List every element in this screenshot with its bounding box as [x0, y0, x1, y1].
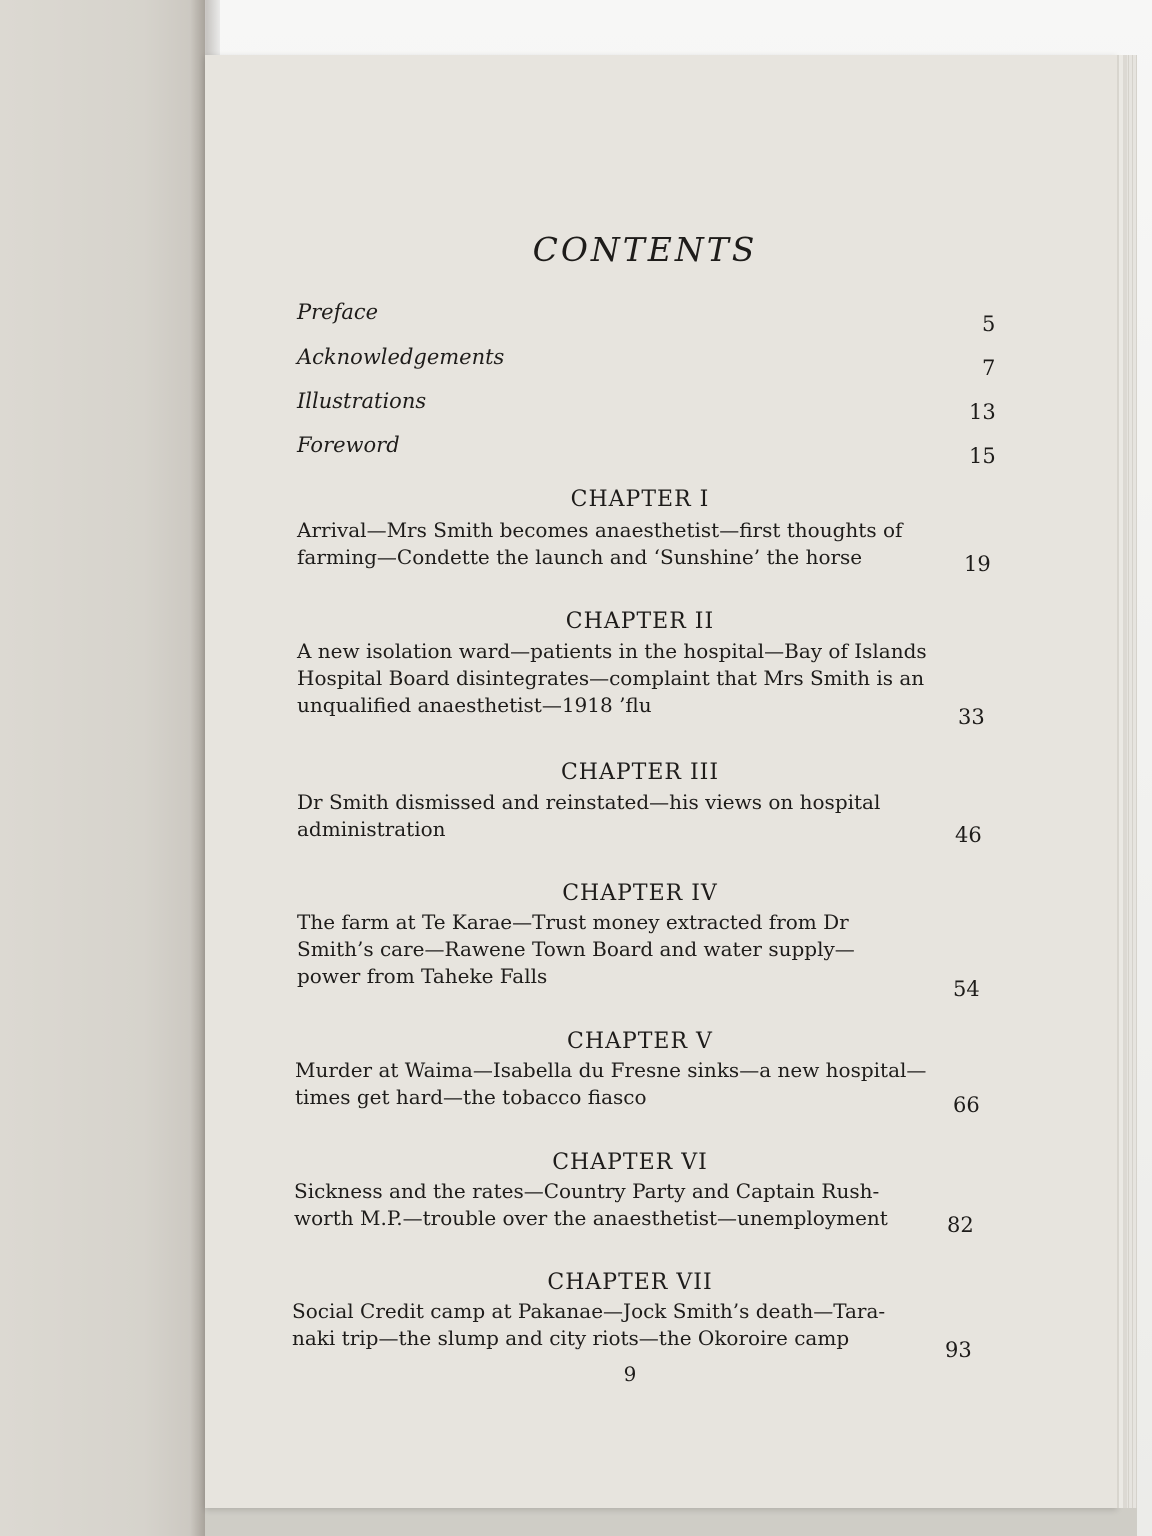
chapter-4-line-2: Smith’s care—Rawene Town Board and water supply— — [297, 937, 855, 961]
chapter-1-line-1: Arrival—Mrs Smith becomes anaesthetist—first thoughts of — [297, 518, 903, 542]
chapter-2-line-2: Hospital Board disintegrates—complaint that Mrs Smith is an — [297, 666, 925, 690]
chapter-2-heading: CHAPTER II — [565, 609, 715, 634]
chapter-7-line-2: naki trip—the slump and city riots—the Okoroire camp — [292, 1326, 850, 1350]
chapter-2-page: 33 — [958, 705, 985, 729]
front-matter-illustrations-page: 13 — [969, 400, 996, 424]
chapter-2-description — [297, 638, 931, 719]
chapter-7-description — [292, 1298, 931, 1352]
chapter-4-page: 54 — [953, 977, 980, 1001]
chapter-3-heading: CHAPTER III — [560, 760, 720, 785]
chapter-6-page: 82 — [947, 1213, 974, 1237]
front-matter-preface-page: 5 — [982, 312, 996, 336]
chapter-7-line-1: Social Credit camp at Pakanae—Jock Smith’s death—Tara- — [292, 1299, 886, 1323]
chapter-4-description — [297, 909, 931, 990]
front-matter-acknowledgements: Acknowledgements — [297, 345, 505, 369]
chapter-6-description — [294, 1178, 931, 1232]
chapter-6-line-2: worth M.P.—trouble over the anaesthetist—unemployment — [294, 1206, 888, 1230]
chapter-3-page: 46 — [955, 823, 982, 847]
front-matter-foreword-page: 15 — [969, 444, 996, 468]
chapter-1-description — [297, 517, 931, 571]
chapter-4-heading: CHAPTER IV — [562, 881, 718, 906]
chapter-5-line-1 — [295, 1057, 931, 1084]
front-matter-illustrations: Illustrations — [297, 389, 427, 413]
chapter-1-heading: CHAPTER I — [570, 487, 710, 512]
chapter-2-line-1: A new isolation ward—patients in the hospital—Bay of Islands — [297, 639, 927, 663]
front-matter-foreword: Foreword — [297, 433, 400, 457]
chapter-6-heading: CHAPTER VI — [552, 1150, 708, 1175]
chapter-6-line-1: Sickness and the rates—Country Party and Captain Rush- — [294, 1179, 880, 1203]
chapter-5-page: 66 — [953, 1093, 980, 1117]
contents-title: CONTENTS — [532, 230, 758, 269]
front-matter-preface: Preface — [297, 300, 379, 324]
book-cover-bottom — [205, 1505, 1137, 1536]
chapter-4-line-1: The farm at Te Karae—Trust money extracted from Dr — [297, 910, 849, 934]
front-matter-acknowledgements-page: 7 — [982, 356, 996, 380]
chapter-5-heading: CHAPTER V — [567, 1029, 713, 1054]
chapter-1-page: 19 — [964, 552, 991, 576]
left-page — [0, 0, 205, 1536]
page-edges — [1117, 55, 1137, 1508]
chapter-5-line-2: times get hard—the tobacco fiasco — [295, 1085, 647, 1109]
page-number: 9 — [623, 1362, 637, 1386]
chapter-3-line-2: administration — [297, 817, 446, 841]
chapter-5-line-1-text: Murder at Waima—Isabella du Fresne sinks—a new hospital— — [295, 1058, 927, 1082]
chapter-7-heading: CHAPTER VII — [547, 1270, 713, 1295]
chapter-7-page: 93 — [945, 1338, 972, 1362]
chapter-4-line-3: power from Taheke Falls — [297, 964, 548, 988]
chapter-3-description — [297, 789, 931, 843]
chapter-1-line-2: farming—Condette the launch and ‘Sunshine’ the horse — [297, 545, 863, 569]
chapter-3-line-1: Dr Smith dismissed and reinstated—his views on hospital — [297, 790, 881, 814]
chapter-5-description — [295, 1057, 931, 1111]
chapter-2-line-3: unqualified anaesthetist—1918 ’flu — [297, 693, 652, 717]
